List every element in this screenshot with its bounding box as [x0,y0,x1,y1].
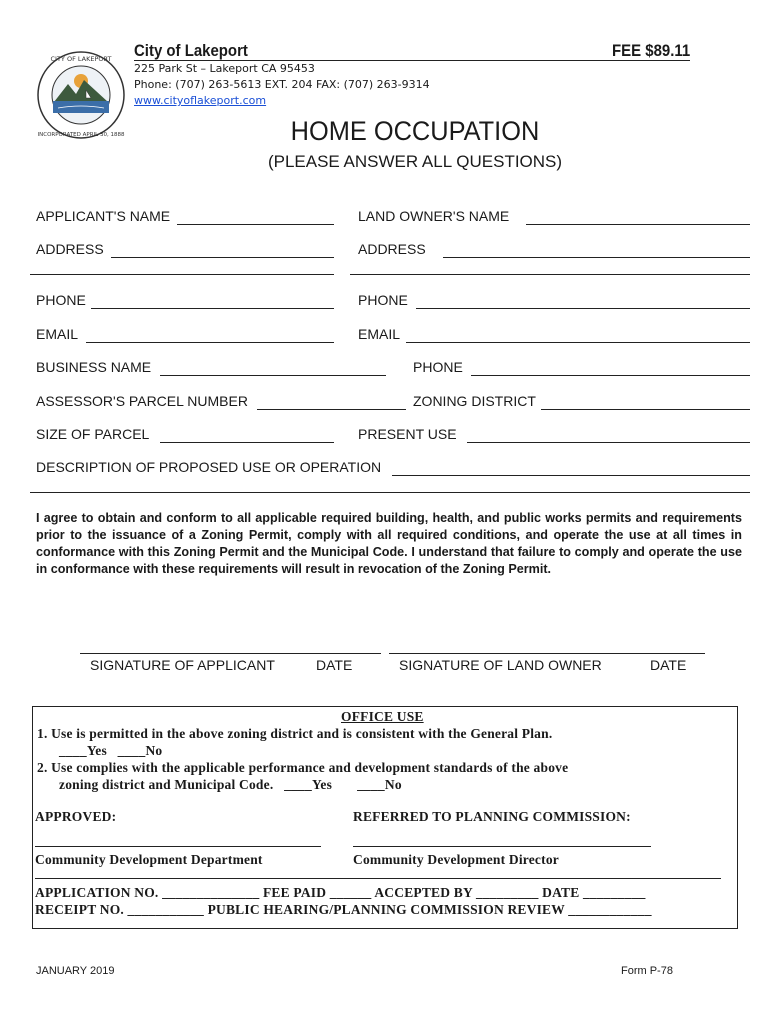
fee-paid-label: FEE PAID [262,885,327,900]
applicant-phone-field[interactable] [91,308,334,309]
owner-address-field-2[interactable] [350,274,750,275]
office-divider [35,878,721,879]
owner-phone-field[interactable] [416,308,750,309]
office-use-heading: OFFICE USE [341,709,424,724]
q1-yes-label: Yes [86,743,107,758]
fee-paid-field[interactable]: ______ [329,885,372,900]
description-label: DESCRIPTION OF PROPOSED USE OR OPERATION [36,459,382,475]
business-name-label: BUSINESS NAME [36,359,152,375]
business-name-field[interactable] [160,375,386,376]
q2-options[interactable]: zoning district and Municipal Code. ____Yes ____No [59,777,402,792]
present-use-label: PRESENT USE [358,426,457,442]
description-field-2[interactable] [30,492,750,493]
director-label: Community Development Director [353,852,559,867]
office-q2-line2: zoning district and Municipal Code. [59,777,274,792]
q2-no-label: No [384,777,402,792]
applicant-address-field-2[interactable] [30,274,334,275]
form-title: HOME OCCUPATION [290,116,540,146]
owner-address-field[interactable] [443,257,750,258]
svg-text:INCORPORATED APRIL 30, 1888: INCORPORATED APRIL 30, 1888 [37,132,125,138]
owner-signature-line[interactable] [389,653,705,654]
present-use-field[interactable] [467,442,750,443]
applicant-signature-label: SIGNATURE OF APPLICANT [90,657,275,673]
hearing-field[interactable]: ____________ [568,902,652,917]
dept-label: Community Development Department [35,852,263,867]
receipt-no-field[interactable]: ___________ [127,902,204,917]
header-underline [134,60,690,61]
office-q2-line1: 2. Use complies with the applicable performance and development standards of the above [37,760,569,775]
approved-label: APPROVED: [35,809,117,824]
svg-text:CITY OF LAKEPORT: CITY OF LAKEPORT [50,55,112,63]
business-phone-field[interactable] [471,375,750,376]
owner-email-label: EMAIL [358,326,401,342]
footer-date: JANUARY 2019 [36,965,115,977]
office-row-2 [35,902,652,918]
office-q1: 1. Use is permitted in the above zoning district and is consistent with the General Plan. [37,726,553,741]
owner-email-field[interactable] [406,342,750,343]
agreement-text: I agree to obtain and conform to all applicable required building, health, and public works permits and requirements prior to the issuance of a Zoning Permit, comply with all required conditions, and operate the use at all times in conformance with this Zoning Permit and the Municipal Code. I understand that failure to comply and operate the use in conformance with these requirements will result in revocation of the Zoning Permit. [36,511,742,576]
parcel-size-field[interactable] [160,442,334,443]
city-phone-fax: Phone: (707) 263-5613 EXT. 204 FAX: (707) 263-9314 [134,78,430,91]
zoning-district-field[interactable] [541,409,750,410]
applicant-address-field[interactable] [111,257,334,258]
director-signature-line[interactable] [353,846,651,847]
owner-phone-label: PHONE [358,292,408,308]
parcel-size-label: SIZE OF PARCEL [36,426,150,442]
accepted-by-field[interactable]: _________ [476,885,539,900]
applicant-name-field[interactable] [177,224,334,225]
accepted-by-label: ACCEPTED BY [374,885,473,900]
city-address: 225 Park St – Lakeport CA 95453 [134,62,315,75]
applicant-date-label: DATE [316,657,353,673]
hearing-label: PUBLIC HEARING/PLANNING COMMISSION REVIEW [207,902,565,917]
city-name: City of Lakeport [134,41,248,60]
date-label: DATE [542,885,580,900]
applicant-address-label: ADDRESS [36,241,104,257]
referred-label: REFERRED TO PLANNING COMMISSION: [353,809,631,824]
applicant-name-label: APPLICANT'S NAME [36,208,171,224]
applicant-email-label: EMAIL [36,326,79,342]
fee-label: FEE $89.11 [612,41,691,60]
footer-form-number: Form P-78 [621,965,673,977]
land-owner-name-field[interactable] [526,224,750,225]
owner-signature-label: SIGNATURE OF LAND OWNER [399,657,602,673]
applicant-signature-line[interactable] [80,653,381,654]
receipt-no-label: RECEIPT NO. [35,902,124,917]
applicant-phone-label: PHONE [36,292,86,308]
q1-yes-option[interactable]: ____Yes ____No [59,743,163,758]
parcel-number-label: ASSESSOR'S PARCEL NUMBER [36,393,248,409]
city-website-link[interactable]: www.cityoflakeport.com [134,94,267,107]
dept-signature-line[interactable] [35,846,321,847]
application-no-field[interactable]: ______________ [162,885,260,900]
owner-date-label: DATE [650,657,687,673]
parcel-number-field[interactable] [257,409,406,410]
q1-no-label: No [145,743,163,758]
form-subtitle: (PLEASE ANSWER ALL QUESTIONS) [267,152,563,171]
description-field[interactable] [392,475,750,476]
date-field[interactable]: _________ [583,885,646,900]
q2-yes-label: Yes [311,777,333,792]
office-use-box [32,706,738,929]
office-row-1 [35,885,646,901]
business-phone-label: PHONE [413,359,463,375]
land-owner-name-label: LAND OWNER'S NAME [358,208,510,224]
zoning-district-label: ZONING DISTRICT [413,393,536,409]
owner-address-label: ADDRESS [358,241,426,257]
application-no-label: APPLICATION NO. [35,885,159,900]
applicant-email-field[interactable] [86,342,334,343]
